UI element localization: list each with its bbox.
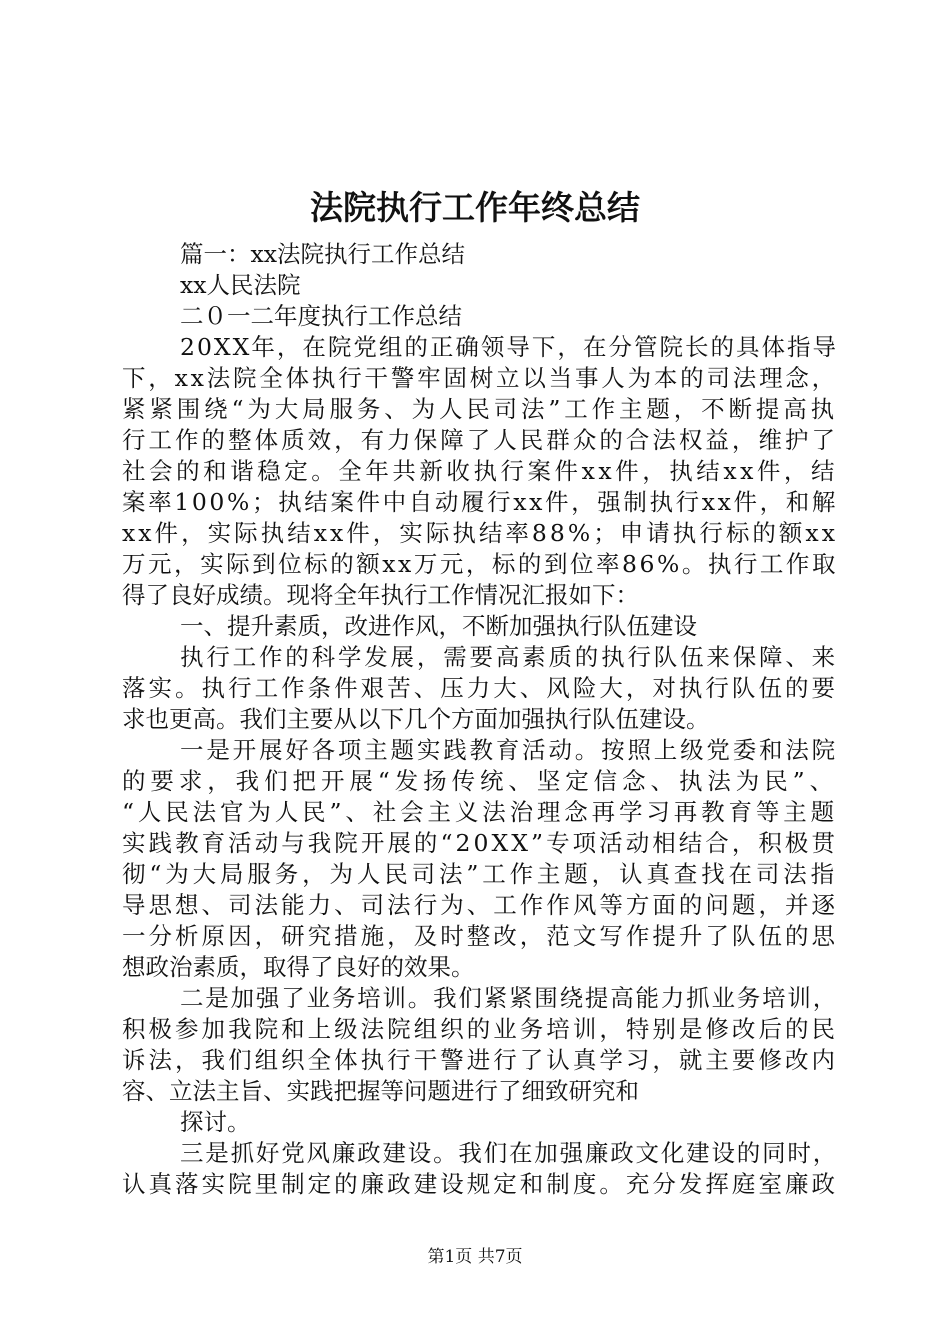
text-line: 彻“为大局服务，为人民司法”工作主题，认真查找在司法指 xyxy=(122,860,838,888)
text-line: 二是加强了业务培训。我们紧紧围绕提高能力抓业务培训， xyxy=(180,984,838,1012)
text-line: 导思想、司法能力、司法行为、工作作风等方面的问题，并逐 xyxy=(122,891,838,919)
text-line: 行工作的整体质效，有力保障了人民群众的合法权益，维护了 xyxy=(122,426,838,454)
text-line: 社会的和谐稳定。全年共新收执行案件xx件，执结xx件，结 xyxy=(122,457,838,485)
text-line: 的要求，我们把开展“发扬传统、坚定信念、执法为民”、 xyxy=(122,767,838,795)
text-line: xx人民法院 xyxy=(180,271,301,299)
text-line: 篇一：xx法院执行工作总结 xyxy=(180,240,466,268)
text-line: 容、立法主旨、实践把握等问题进行了细致研究和 xyxy=(122,1077,639,1105)
text-line: 想政治素质，取得了良好的效果。 xyxy=(122,953,475,981)
text-line: 案率100%；执结案件中自动履行xx件，强制执行xx件，和解 xyxy=(122,488,838,516)
text-line: 积极参加我院和上级法院组织的业务培训，特别是修改后的民 xyxy=(122,1015,838,1043)
text-line: 一分析原因，研究措施，及时整改，范文写作提升了队伍的思 xyxy=(122,922,838,950)
text-line: 万元，实际到位标的额xx万元，标的到位率86%。执行工作取 xyxy=(122,550,838,578)
text-line: xx件，实际执结xx件，实际执结率88%；申请执行标的额xx xyxy=(122,519,838,547)
text-line: 执行工作的科学发展，需要高素质的执行队伍来保障、来 xyxy=(180,643,838,671)
text-line: 一、提升素质，改进作风，不断加强执行队伍建设 xyxy=(180,612,697,640)
text-line: 实践教育活动与我院开展的“20XX”专项活动相结合，积极贯 xyxy=(122,829,838,857)
text-line: 下，xx法院全体执行干警牢固树立以当事人为本的司法理念， xyxy=(122,364,838,392)
text-line: “人民法官为人民”、社会主义法治理念再学习再教育等主题 xyxy=(122,798,838,826)
text-line: 20XX年，在院党组的正确领导下，在分管院长的具体指导 xyxy=(180,333,838,361)
text-line: 求也更高。我们主要从以下几个方面加强执行队伍建设。 xyxy=(122,705,710,733)
text-line: 二０一二年度执行工作总结 xyxy=(180,302,462,330)
text-line: 得了良好成绩。现将全年执行工作情况汇报如下： xyxy=(122,581,639,609)
document-body xyxy=(122,239,838,1200)
text-line: 紧紧围绕“为大局服务、为人民司法”工作主题，不断提高执 xyxy=(122,395,838,423)
text-line: 诉法，我们组织全体执行干警进行了认真学习，就主要修改内 xyxy=(122,1046,838,1074)
document-title: 法院执行工作年终总结 xyxy=(310,188,640,227)
text-line: 一是开展好各项主题实践教育活动。按照上级党委和法院 xyxy=(180,736,838,764)
text-line: 三是抓好党风廉政建设。我们在加强廉政文化建设的同时， xyxy=(180,1139,838,1167)
text-line: 落实。执行工作条件艰苦、压力大、风险大，对执行队伍的要 xyxy=(122,674,838,702)
text-line: 认真落实院里制定的廉政建设规定和制度。充分发挥庭室廉政 xyxy=(122,1170,838,1198)
page-footer: 第1页 共7页 xyxy=(427,1247,523,1267)
text-line: 探讨。 xyxy=(180,1108,251,1136)
